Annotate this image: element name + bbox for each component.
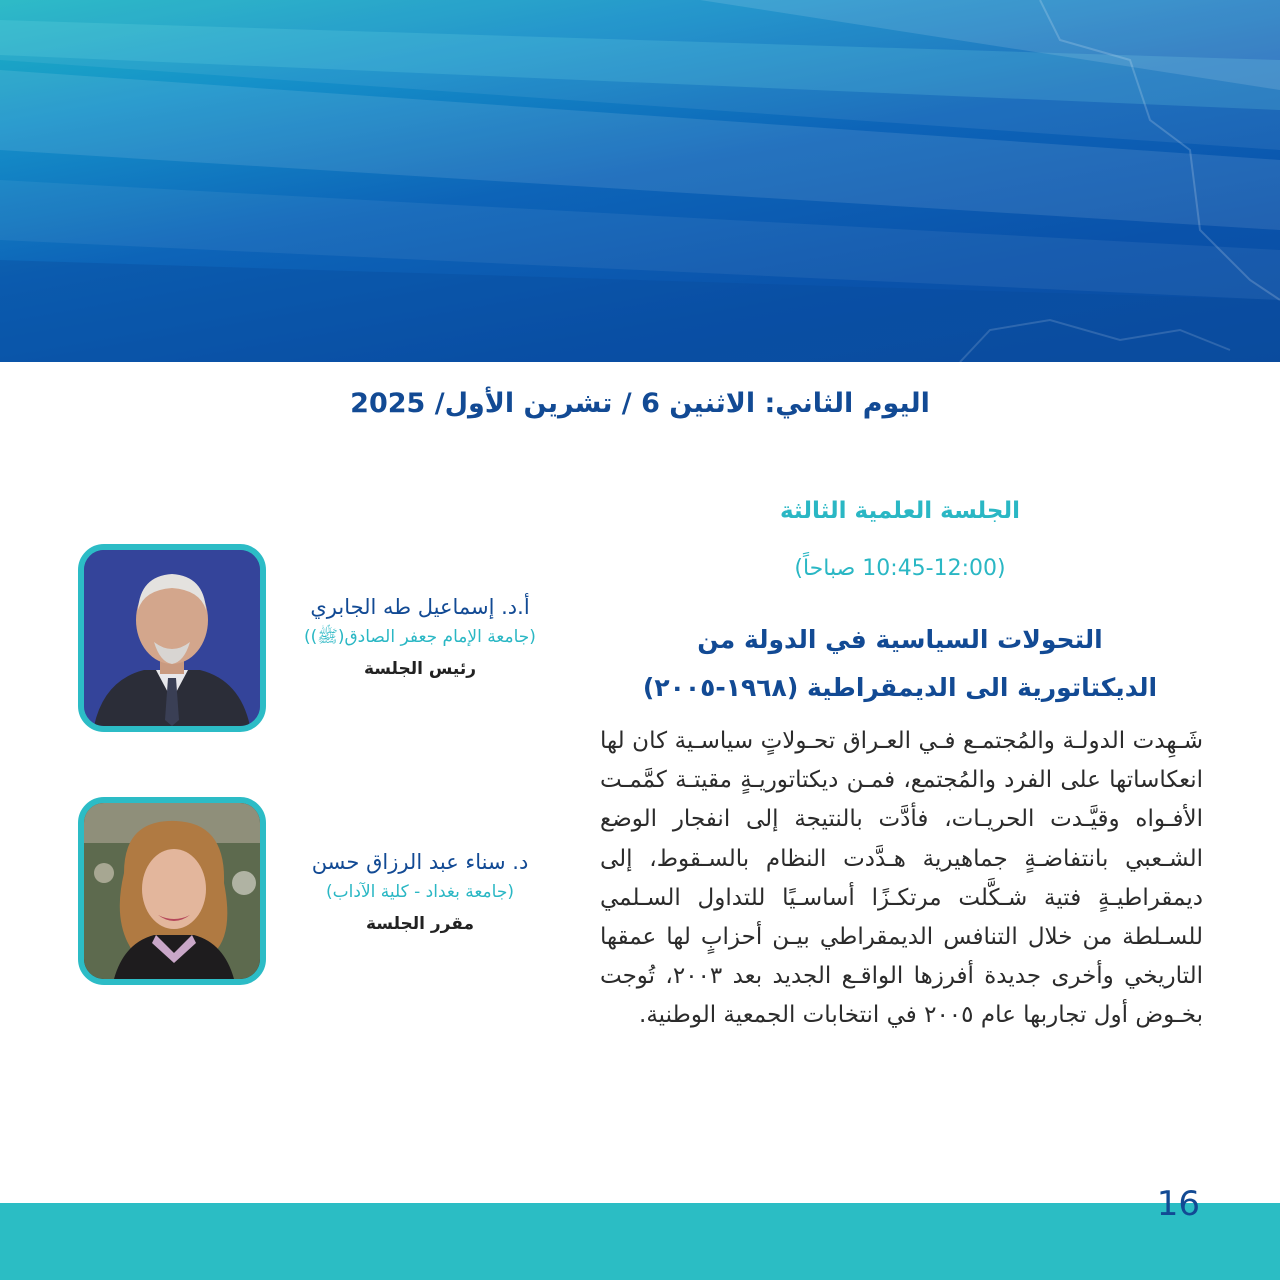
chair-affiliation: (جامعة الإمام جعفر الصادق(ﷺ)) (304, 627, 536, 647)
session-time: (10:45-12:00 صباحاً) (794, 556, 1006, 581)
topic-title (600, 616, 1200, 712)
page-number: 16 (1156, 1184, 1200, 1224)
topic-title-line-2: الديكتاتورية الى الديمقراطية (١٩٦٨-٢٠٠٥) (642, 673, 1158, 702)
rapporteur-info (270, 847, 570, 941)
day-title: اليوم الثاني: الاثنين 6 / تشرين الأول/ 2025 (350, 388, 930, 419)
topic-title-line-1: التحولات السياسية في الدولة من (697, 625, 1103, 654)
person-portrait-icon (84, 803, 260, 979)
rapporteur-name: د. سناء عبد الرزاق حسن (311, 850, 529, 874)
abstract-paragraph: شَـهِدت الدولـة والمُجتمـع فـي العـراق تحـولاتٍ سياسـية كان لها انعكاساتها على الفرد والمُجتمع، فمـن ديكتاتوريـةٍ مقيتـة كمَّمـت الأفـواه وقيَّـدت الحريـات، فأدَّت بالنتيجة إلى انفجار الوضع الشـعبي بانتفاضـةٍ جماهيرية هـدَّدت النظام بالسـقوط، إلى ديمقراطيـةٍ فتية شـكَّلت مرتكـزًا أساسـيًا للتداول السـلمي للسـلطة من خلال التنافس الديمقراطي بيـن أحزابٍ لها عمقها التاريخي وأخرى جديدة أفرزها الواقـع الجديد بعد ٢٠٠٣، تُوجت بخـوض أول تجاربها عام ٢٠٠٥ في انتخابات الجمعية الوطنية. (600, 728, 1203, 1029)
footer-bar (0, 1203, 1280, 1280)
rapporteur-role: مقرر الجلسة (365, 914, 475, 934)
chair-info (270, 592, 570, 686)
chair-photo (78, 544, 266, 732)
banner-wave-graphic (0, 0, 1280, 362)
chair-role: رئيس الجلسة (363, 659, 477, 679)
rapporteur-photo (78, 797, 266, 985)
header-banner (0, 0, 1280, 362)
rapporteur-affiliation: (جامعة بغداد - كلية الآداب) (326, 882, 514, 902)
chair-name: أ.د. إسماعيل طه الجابري (310, 595, 530, 619)
session-title: الجلسة العلمية الثالثة (779, 498, 1021, 524)
person-portrait-icon (84, 550, 260, 726)
